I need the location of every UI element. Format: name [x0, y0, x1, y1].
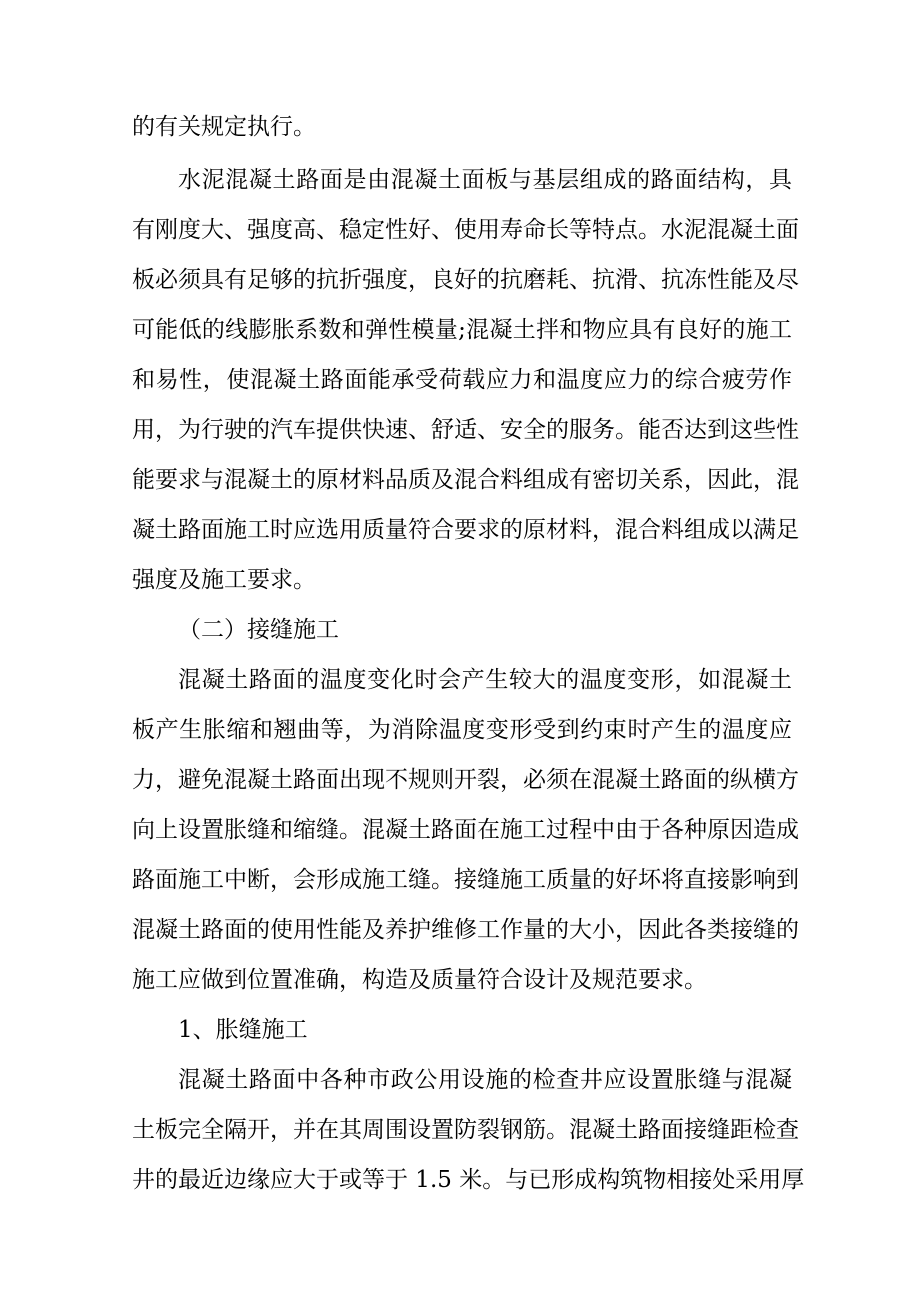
paragraph-line: 强度及施工要求。	[132, 567, 316, 593]
paragraph-line: 的有关规定执行。	[132, 114, 316, 140]
paragraph-line: 混凝土路面的温度变化时会产生较大的温度变形，如混凝土	[178, 667, 792, 693]
paragraph-line: 板必须具有足够的抗折强度，良好的抗磨耗、抗滑、抗冻性能及尽	[132, 267, 799, 293]
paragraph-line: 力，避免混凝土路面出现不规则开裂，必须在混凝土路面的纵横方	[132, 767, 799, 793]
paragraph-line: 施工应做到位置准确，构造及质量符合设计及规范要求。	[132, 967, 707, 993]
paragraph-line: 可能低的线膨胀系数和弹性模量;混凝土拌和物应具有良好的施工	[132, 317, 792, 343]
paragraph-line: 混凝土路面中各种市政公用设施的检查井应设置胀缝与混凝	[178, 1067, 792, 1093]
paragraph-line: 板产生胀缩和翘曲等，为消除温度变形受到约束时产生的温度应	[132, 717, 792, 743]
paragraph-line: 能要求与混凝土的原材料品质及混合料组成有密切关系，因此，混	[132, 467, 799, 493]
section-heading: （二）接缝施工	[178, 617, 339, 643]
paragraph-line: 路面施工中断，会形成施工缝。接缝施工质量的好坏将直接影响到	[132, 867, 799, 893]
paragraph-line: 有刚度大、强度高、稳定性好、使用寿命长等特点。水泥混凝土面	[132, 217, 799, 243]
paragraph-line: 井的最近边缘应大于或等于 1.5 米。与已形成构筑物相接处采用厚	[132, 1167, 805, 1193]
paragraph-line: 混凝土路面的使用性能及养护维修工作量的大小，因此各类接缝的	[132, 917, 799, 943]
paragraph-line: 土板完全隔开，并在其周围设置防裂钢筋。混凝土路面接缝距检查	[132, 1117, 799, 1143]
paragraph-line: 凝土路面施工时应选用质量符合要求的原材料，混合料组成以满足	[132, 517, 799, 543]
paragraph-line: 向上设置胀缝和缩缝。混凝土路面在施工过程中由于各种原因造成	[132, 817, 799, 843]
subsection-heading: 1、胀缝施工	[178, 1017, 308, 1043]
paragraph-line: 用，为行驶的汽车提供快速、舒适、安全的服务。能否达到这些性	[132, 417, 799, 443]
paragraph-line: 水泥混凝土路面是由混凝土面板与基层组成的路面结构，具	[178, 167, 792, 193]
paragraph-line: 和易性，使混凝土路面能承受荷载应力和温度应力的综合疲劳作	[132, 367, 792, 393]
